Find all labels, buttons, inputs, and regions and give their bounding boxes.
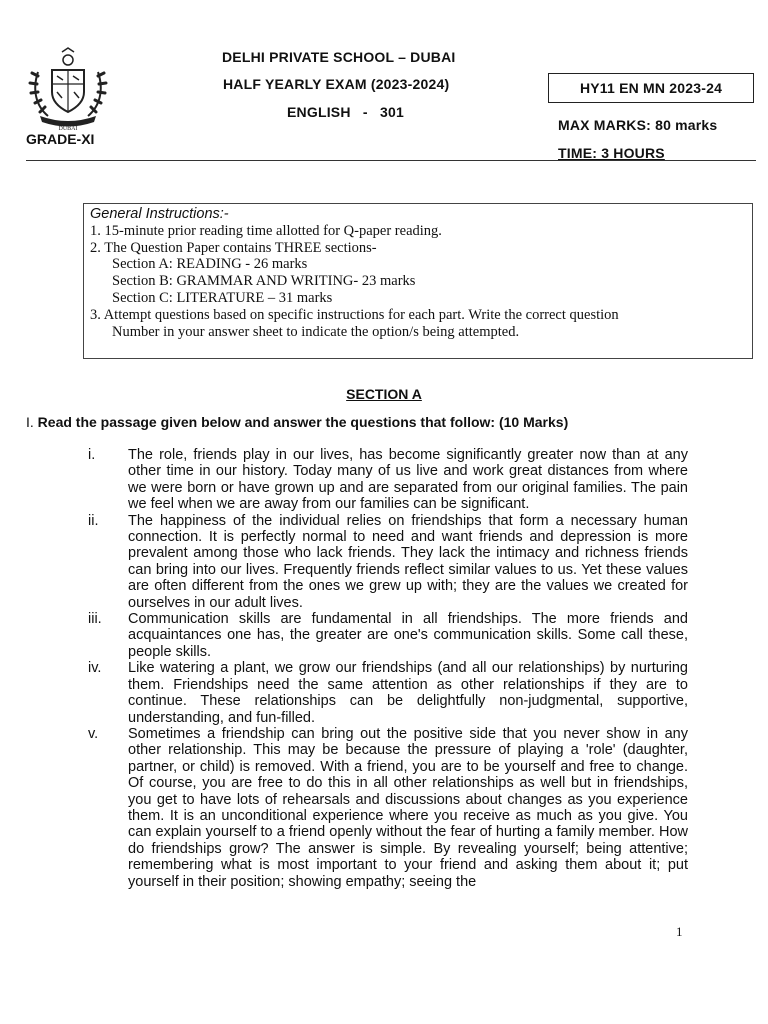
- passage-paragraph: [0, 660, 688, 726]
- instruction-section-b: Section B: GRAMMAR AND WRITING- 23 marks: [112, 273, 416, 290]
- general-instructions-box: [83, 203, 753, 359]
- paragraph-text: The happiness of the individual relies on friendships that form a necessary human connection. It is perfectly normal to need and want friends and depression is more prevalent among those who lack friends. They lack the intimacy and richness friends can bring into our lives. Frequently friends reflect similar values to us. Yet these values are often different from the ones we grew up with; they are the values we created for ourselves in our adult lives.: [128, 512, 688, 611]
- passage-paragraph: [0, 726, 688, 890]
- instruction-section-a: Section A: READING - 26 marks: [112, 256, 308, 273]
- paragraph-text: Sometimes a friendship can bring out the positive side that you never show in any other relationship. This may be because the pressure of playing a 'role' (daughter, partner, or child) is removed. With a friend, you are to be yourself and free to change. Of course, you are free to do this in all other relationships as well but in friendships, you get to have lots of rehearsals and discussions about changes as you experience them. It is an unconditional experience where you receive as much as you give. You can explain yourself to a friend openly without the fear of hurting a family member. How do friendships grow? The answer is simple. By revealing yourself; being attentive; remembering what is most important to your friend and asking them about it; put yourself in their position; showing empathy; seeing the: [128, 725, 688, 890]
- passage-paragraph: [0, 611, 688, 660]
- exam-time: TIME: 3 HOURS: [558, 145, 665, 161]
- logo-motto: DUBAI: [58, 126, 78, 132]
- reading-passage: [0, 447, 768, 890]
- instruction-section-c: Section C: LITERATURE – 31 marks: [112, 289, 333, 306]
- instruction-line: 3. Attempt questions based on specific instructions for each part. Write the correct question: [90, 306, 619, 323]
- instruction-line: 2. The Question Paper contains THREE sections-: [90, 239, 377, 256]
- section-title: SECTION A: [346, 386, 422, 402]
- grade-label: GRADE-XI: [26, 131, 95, 147]
- question-number: I.: [26, 414, 34, 430]
- paragraph-text: Like watering a plant, we grow our friendships (and all our relationships) by nurturing them. Friendships need the same attention as other relationships if they are to continue. These relationships can be delightfully non-judgmental, supportive, understanding, and fun-filled.: [128, 660, 688, 726]
- paragraph-text: The role, friends play in our lives, has become significantly greater now than at any other time in our history. Today many of us live and work great distances from where we were born or have grown up and are separated from our original families. The pain we feel when we are away from our families can be significant.: [128, 447, 688, 513]
- passage-paragraph: [0, 447, 688, 513]
- instruction-line: Number in your answer sheet to indicate the option/s being attempted.: [112, 323, 520, 340]
- paper-code-box: [548, 73, 754, 103]
- question-text: Read the passage given below and answer the questions that follow: (10 Marks): [37, 414, 569, 430]
- instruction-line: 1. 15-minute prior reading time allotted for Q-paper reading.: [90, 222, 442, 239]
- paragraph-text: Communication skills are fundamental in all friendships. The more friends and acquaintances one has, the greater are one's communication skills. Some call these, people skills.: [128, 611, 688, 660]
- paragraph-number: iii.: [88, 611, 102, 628]
- passage-paragraph: [0, 513, 688, 611]
- header-divider: [26, 160, 756, 161]
- instructions-title: General Instructions:-: [90, 206, 229, 222]
- max-marks: MAX MARKS: 80 marks: [558, 117, 718, 133]
- school-logo: [26, 46, 110, 132]
- paragraph-number: iv.: [88, 660, 102, 677]
- question-heading: [26, 414, 568, 430]
- subject-title: ENGLISH - 301: [287, 104, 404, 120]
- school-name: DELHI PRIVATE SCHOOL – DUBAI: [222, 49, 456, 65]
- paragraph-number: v.: [88, 725, 99, 742]
- paragraph-number: i.: [88, 447, 96, 463]
- paper-code: HY11 EN MN 2023-24: [579, 80, 723, 96]
- paragraph-number: ii.: [88, 512, 99, 529]
- school-crest-icon: [26, 46, 110, 132]
- page-number: 1: [676, 924, 683, 939]
- exam-title: HALF YEARLY EXAM (2023-2024): [223, 76, 450, 92]
